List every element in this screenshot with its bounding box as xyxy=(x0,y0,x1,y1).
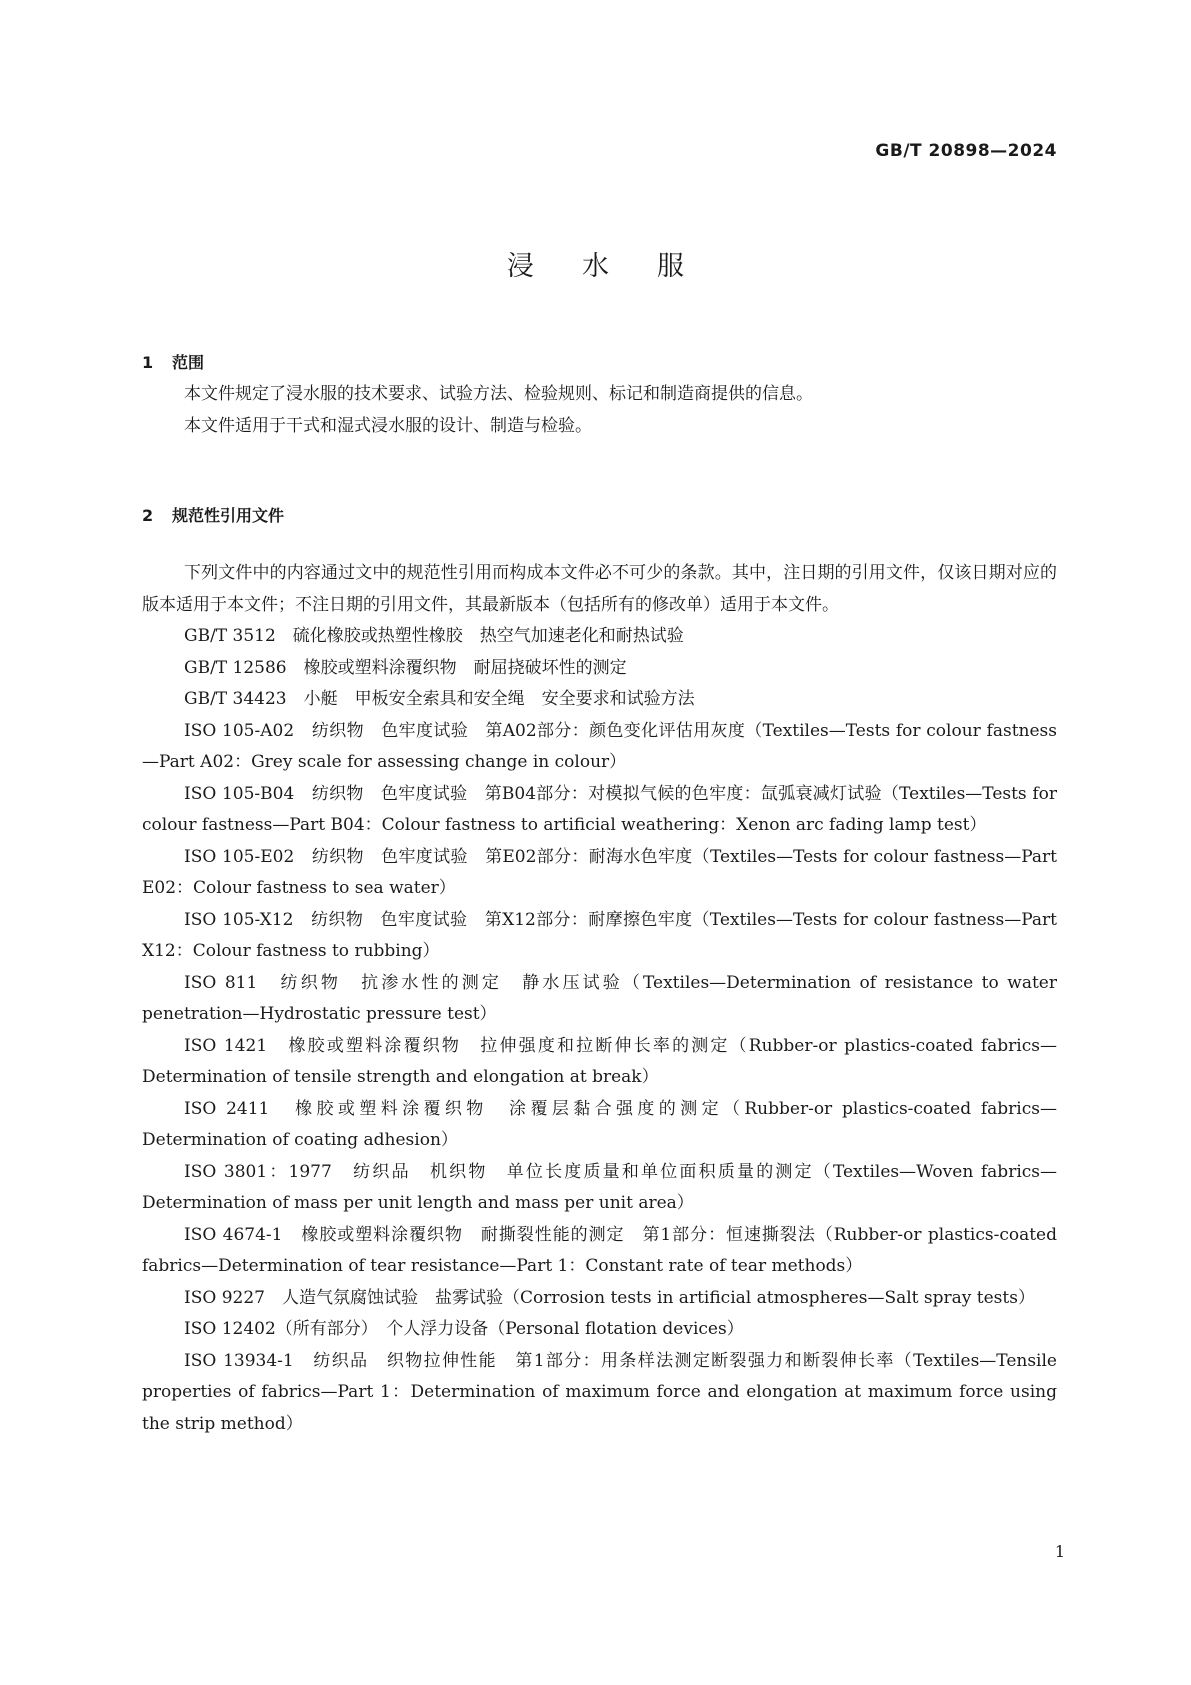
paragraph: 本文件适用于干式和湿式浸水服的设计、制造与检验。 xyxy=(184,415,592,436)
section-number: 1 xyxy=(142,353,154,372)
reference-item: ISO 1421 橡胶或塑料涂覆织物 拉伸强度和拉断伸长率的测定（Rubber-or plastics-coated fabrics—Determination of tensile strength and elongation at break） xyxy=(142,1035,1057,1087)
page-title: 浸水服 xyxy=(507,251,732,282)
paragraph: 本文件规定了浸水服的技术要求、试验方法、检验规则、标记和制造商提供的信息。 xyxy=(184,384,813,404)
reference-item: ISO 105-X12 纺织物 色牢度试验 第X12部分：耐摩擦色牢度（Textiles—Tests for colour fastness—Part X12：Colour fastness to rubbing） xyxy=(142,909,1057,961)
page-number: 1 xyxy=(1054,1542,1065,1561)
section-title: 规范性引用文件 xyxy=(172,506,285,525)
reference-item: ISO 2411 橡胶或塑料涂覆织物 涂覆层黏合强度的测定（Rubber-or plastics-coated fabrics—Determination of coating adhesion） xyxy=(142,1098,1057,1150)
reference-item: ISO 4674-1 橡胶或塑料涂覆织物 耐撕裂性能的测定 第1部分：恒速撕裂法（Rubber-or plastics-coated fabrics—Determination of tear resistance—Part 1：Constant rate of tear methods） xyxy=(142,1224,1057,1276)
reference-item: ISO 105-E02 纺织物 色牢度试验 第E02部分：耐海水色牢度（Textiles—Tests for colour fastness—Part E02：Colour fastness to sea water） xyxy=(142,846,1057,898)
reference-item: ISO 12402（所有部分） 个人浮力设备（Personal flotation devices） xyxy=(184,1319,744,1339)
reference-item: ISO 13934-1 纺织品 织物拉伸性能 第1部分：用条样法测定断裂强力和断裂伸长率（Textiles—Tensile properties of fabrics—Part 1：Determination of maximum force and elongation at maximum force using the strip method） xyxy=(142,1350,1057,1434)
reference-item: GB/T 34423 小艇 甲板安全索具和安全绳 安全要求和试验方法 xyxy=(184,689,695,709)
normative-references-body xyxy=(142,558,1057,1440)
reference-item: ISO 105-B04 纺织物 色牢度试验 第B04部分：对模拟气候的色牢度：氙弧衰减灯试验（Textiles—Tests for colour fastness—Part B04：Colour fastness to artificial weathering：Xenon arc fading lamp test） xyxy=(142,783,1057,835)
document-code: GB/T 20898—2024 xyxy=(875,141,1057,161)
section-title: 范围 xyxy=(172,353,205,372)
reference-item: GB/T 3512 硫化橡胶或热塑性橡胶 热空气加速老化和耐热试验 xyxy=(184,626,684,646)
section-number: 2 xyxy=(142,506,154,525)
section-heading-normative-references xyxy=(142,503,284,526)
reference-item: GB/T 12586 橡胶或塑料涂覆织物 耐屈挠破坏性的测定 xyxy=(184,657,627,678)
section-heading-scope xyxy=(142,350,204,373)
scope-body xyxy=(142,379,1057,442)
paragraph: 下列文件中的内容通过文中的规范性引用而构成本文件必不可少的条款。其中，注日期的引用文件，仅该日期对应的版本适用于本文件；不注日期的引用文件，其最新版本（包括所有的修改单）适用于本文件。 xyxy=(142,563,1057,615)
reference-item: ISO 3801：1977 纺织品 机织物 单位长度质量和单位面积质量的测定（Textiles—Woven fabrics—Determination of mass per unit length and mass per unit area） xyxy=(142,1161,1057,1213)
reference-item: ISO 9227 人造气氛腐蚀试验 盐雾试验（Corrosion tests in artificial atmospheres—Salt spray tests） xyxy=(184,1287,1035,1308)
reference-item: ISO 811 纺织物 抗渗水性的测定 静水压试验（Textiles—Determination of resistance to water penetration—Hydrostatic pressure test） xyxy=(142,972,1057,1024)
reference-item: ISO 105-A02 纺织物 色牢度试验 第A02部分：颜色变化评估用灰度（Textiles—Tests for colour fastness—Part A02：Grey scale for assessing change in colour） xyxy=(142,720,1057,772)
